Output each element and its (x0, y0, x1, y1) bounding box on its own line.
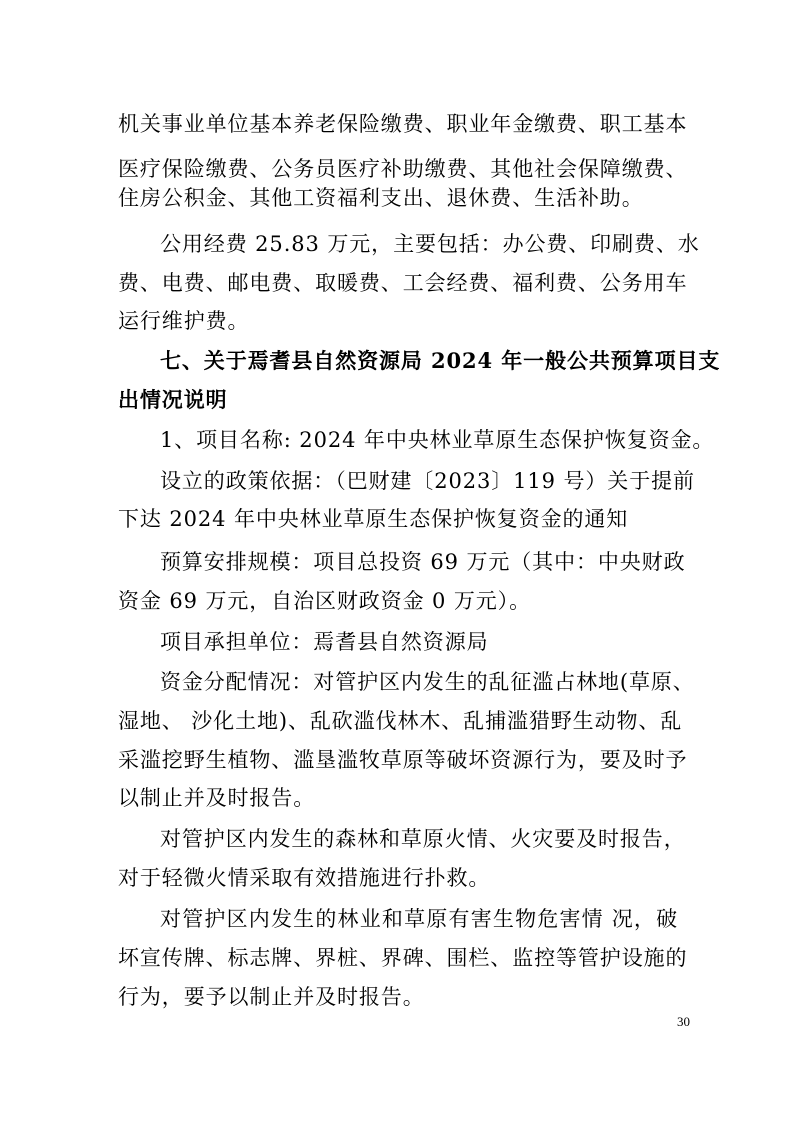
body-line: 1、项目名称: 2024 年中央林业草原生态保护恢复资金。 (160, 428, 715, 452)
body-line: 住房公积金、其他工资福利支出、退休费、生活补助。 (118, 186, 644, 210)
body-line: 对管护区内发生的森林和草原火情、火灾要及时报告， (160, 827, 686, 851)
body-line: 运行维护费。 (118, 309, 250, 333)
body-line: 资金分配情况：对管护区内发生的乱征滥占林地(草原、 (160, 670, 695, 694)
body-line: 公用经费 25.83 万元，主要包括：办公费、印刷费、水 (160, 232, 700, 256)
body-line: 行为，要予以制止并及时报告。 (118, 985, 425, 1009)
body-line: 坏宣传牌、标志牌、界桩、界碑、围栏、监控等管护设施的 (118, 946, 688, 970)
body-line: 项目承担单位：焉耆县自然资源局 (160, 630, 489, 654)
body-line: 资金 69 万元，自治区财政资金 0 万元）。 (118, 589, 531, 613)
body-line: 以制止并及时报告。 (118, 786, 316, 810)
body-line: 采滥挖野生植物、滥垦滥牧草原等破坏资源行为，要及时予 (118, 748, 688, 772)
body-line: 下达 2024 年中央林业草原生态保护恢复资金的通知 (118, 507, 629, 531)
body-line: 对管护区内发生的林业和草原有害生物危害情 况，破 (160, 907, 678, 931)
body-line: 机关事业单位基本养老保险缴费、职业年金缴费、职工基本 (118, 112, 688, 136)
body-line: 对于轻微火情采取有效措施进行扑救。 (118, 866, 491, 890)
body-line: 费、电费、邮电费、取暖费、工会经费、福利费、公务用车 (118, 271, 688, 295)
body-line: 湿地、 沙化土地)、乱砍滥伐林木、乱捕滥猎野生动物、乱 (118, 709, 683, 733)
body-line: 预算安排规模：项目总投资 69 万元（其中：中央财政 (160, 550, 686, 574)
body-line: 医疗保险缴费、公务员医疗补助缴费、其他社会保障缴费、 (118, 157, 688, 181)
section-heading: 七、关于焉耆县自然资源局 2024 年一般公共预算项目支 (160, 348, 721, 373)
page-number: 30 (677, 1014, 690, 1029)
section-heading: 出情况说明 (118, 387, 228, 412)
body-line: 设立的政策依据：（巴财建〔2023〕119 号）关于提前 (160, 469, 695, 493)
